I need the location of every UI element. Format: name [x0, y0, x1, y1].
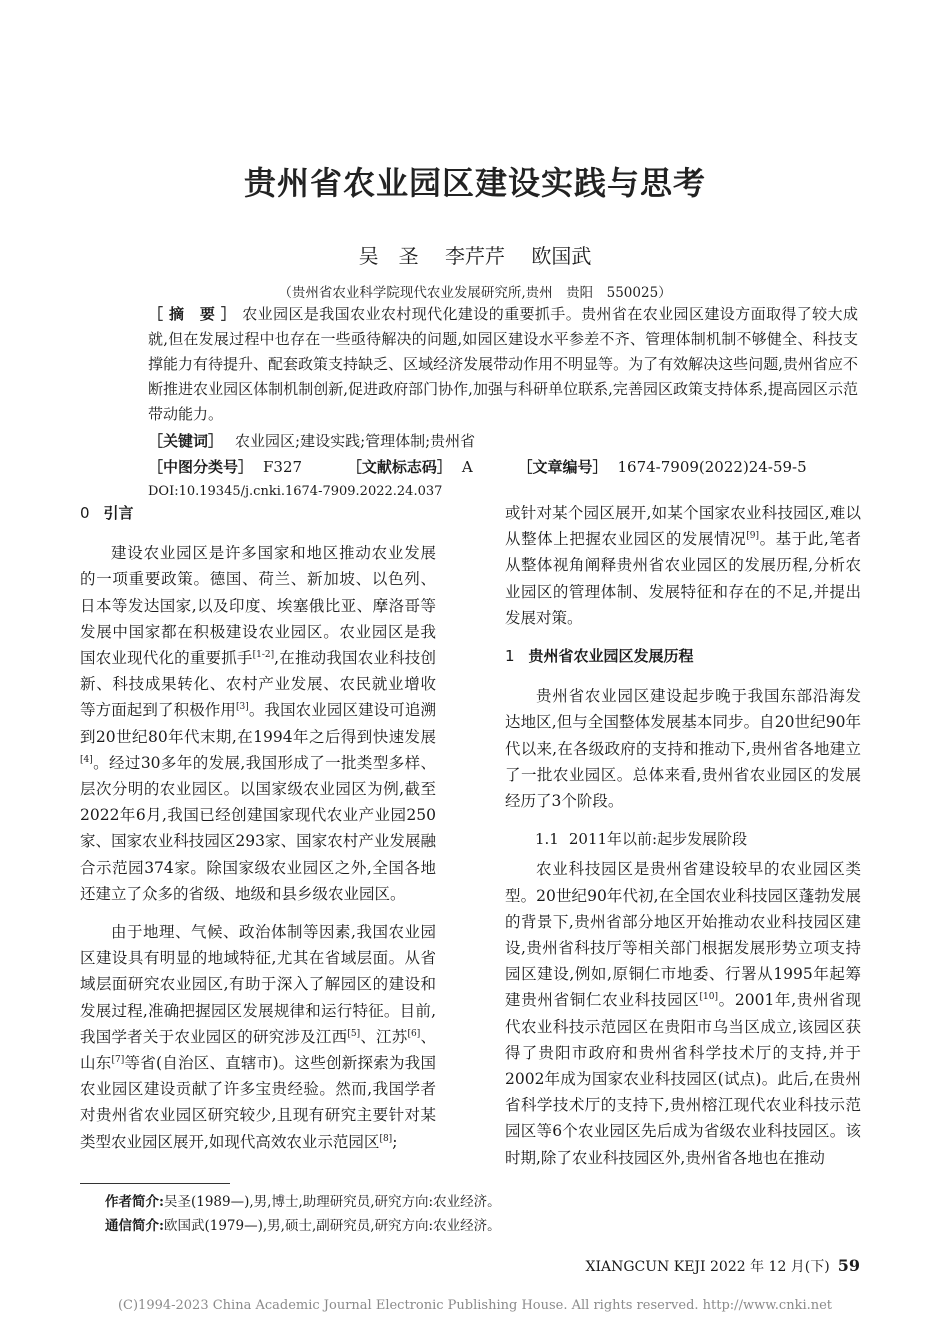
section-number: 1: [505, 647, 515, 666]
clc-label: ［中图分类号］: [148, 458, 254, 476]
article-number-value: 1674-7909(2022)24-59-5: [617, 458, 807, 476]
author-name: 吴 圣: [358, 244, 419, 268]
abstract-label: ［ 摘 要 ］: [148, 305, 237, 323]
paragraph: 农业科技园区是贵州省建设较早的农业园区类型。20世纪90年代初,在全国农业科技园区蓬勃发展的背景下,贵州省部分地区开始推动农业科技园区建设,贵州省科技厅等相关部门根据发展形势立项支持园区建设,例如,原铜仁市地委、行署从1995年起筹建贵州省铜仁农业科技园区[10]。2001年,贵州省现代农业科技示范园区在贵阳市乌当区成立,该园区获得了贵阳市政府和贵州省科学技术厅的支持,并于2002年成为国家农业科技园区(试点)。此后,在贵州省科学技术厅的支持下,贵州榕江现代农业科技示范园区等6个农业园区先后成为省级农业科技园区。该时期,除了农业科技园区外,贵州省各地也在推动: [505, 860, 861, 1167]
affiliation: （贵州省农业科学院现代农业发展研究所,贵州 贵阳 550025）: [278, 285, 672, 301]
subsection-number: 1.1: [535, 830, 559, 849]
clc-value: F327: [263, 458, 303, 476]
section-title: 引言: [103, 504, 134, 522]
doc-code-value: A: [461, 458, 473, 476]
paragraph: 由于地理、气候、政治体制等因素,我国农业园区建设具有明显的地域特征,尤其在省域层面。从省域层面研究农业园区,有助于深入了解园区的建设和发展过程,准确把握园区发展规律和运行特征。目前,我国学者关于农业园区的研究涉及江西[5]、江苏[6]、山东[7]等省(自治区、直辖市)。这些创新探索为我国农业园区建设贡献了许多宝贵经验。然而,我国学者对贵州省农业园区研究较少,且现有研究主要针对某类型农业园区展开,如现代高效农业示范园区[8];: [80, 923, 436, 1151]
citation-link[interactable]: [8]: [379, 1133, 393, 1144]
copyright-notice: (C)1994-2023 China Academic Journal Electronic Publishing House. All rights reserved. http://www.cnki.net: [117, 1298, 833, 1313]
right-column: [505, 500, 861, 1183]
footnote-author: 作者简介:吴圣(1989—),男,博士,助理研究员,研究方向:农业经济。: [105, 1194, 501, 1210]
doi-link[interactable]: DOI:10.19345/j.cnki.1674-7909.2022.24.037: [148, 484, 443, 499]
section-heading-history: [505, 643, 861, 669]
article-number-label: ［文章编号］: [517, 458, 608, 476]
abstract-text: 农业园区是我国农业农村现代化建设的重要抓手。贵州省在农业园区建设方面取得了较大成就,但在发展过程中也存在一些亟待解决的问题,如园区建设水平参差不齐、管理体制机制不够健全、科技支撑能力有待提升、配套政策支持缺乏、区域经济发展带动作用不明显等。为了有效解决这些问题,贵州省应不断推进农业园区体制机制创新,促进政府部门协作,加强与科研单位联系,完善园区政策支持体系,提高园区示范带动能力。: [148, 305, 858, 423]
author-name: 欧国武: [531, 244, 592, 268]
keywords-label: ［关键词］: [148, 432, 224, 450]
citation-link[interactable]: [9]: [746, 531, 759, 542]
subsection-heading: [505, 826, 861, 852]
keywords-text: 农业园区;建设实践;管理体制;贵州省: [235, 432, 476, 450]
journal-info: XIANGCUN KEJI 2022 年 12 月(下): [585, 1259, 830, 1275]
abstract: [148, 302, 858, 427]
citation-link[interactable]: [4]: [80, 754, 93, 765]
page-footer: [585, 1256, 860, 1276]
keywords: [148, 430, 475, 451]
subsection-title: 2011年以前:起步发展阶段: [568, 830, 748, 849]
citation-link[interactable]: [6]: [407, 1028, 421, 1039]
footnote-divider: [80, 1183, 230, 1184]
section-title: 贵州省农业园区发展历程: [528, 647, 694, 666]
paragraph: 或针对某个园区展开,如某个国家农业科技园区,难以从整体上把握农业园区的发展情况[9]。基于此,笔者从整体视角阐释贵州省农业园区的发展历程,分析农业园区的管理体制、发展特征和存在的不足,并提出发展对策。: [505, 504, 861, 627]
citation-link[interactable]: [1-2]: [252, 649, 275, 660]
paper-title: 贵州省农业园区建设实践与思考: [243, 164, 706, 202]
section-heading-intro: [80, 500, 436, 526]
footnote-correspondence: 通信简介:欧国武(1979—),男,硕士,副研究员,研究方向:农业经济。: [105, 1218, 501, 1234]
citation-link[interactable]: [3]: [236, 702, 249, 713]
footnotes: [105, 1190, 501, 1238]
citation-link[interactable]: [7]: [111, 1054, 125, 1065]
citation-link[interactable]: [10]: [699, 992, 718, 1003]
paragraph: 贵州省农业园区建设起步晚于我国东部沿海发达地区,但与全国整体发展基本同步。自20世纪90年代以来,在各级政府的支持和推动下,贵州省各地建立了一批农业园区。总体来看,贵州省农业园区的发展经历了3个阶段。: [505, 687, 861, 811]
section-number: 0: [80, 504, 90, 522]
left-column: [80, 500, 436, 1167]
author-list: [0, 240, 950, 269]
page-number: 59: [837, 1256, 860, 1275]
citation-link[interactable]: [5]: [347, 1028, 361, 1039]
classification-line: [148, 456, 868, 477]
paragraph: 建设农业园区是许多国家和地区推动农业发展的一项重要政策。德国、荷兰、新加坡、以色列、日本等发达国家,以及印度、埃塞俄比亚、摩洛哥等发展中国家都在积极建设农业园区。农业园区是我国农业现代化的重要抓手[1-2],在推动我国农业科技创新、科技成果转化、农村产业发展、农民就业增收等方面起到了积极作用[3]。我国农业园区建设可追溯到20世纪80年代末期,在1994年之后得到快速发展[4]。经过30多年的发展,我国形成了一批类型多样、层次分明的农业园区。以国家级农业园区为例,截至2022年6月,我国已经创建国家现代农业产业园250家、国家农业科技园区293家、国家农村产业发展融合示范园374家。除国家级农业园区之外,全国各地还建立了众多的省级、地级和县乡级农业园区。: [80, 544, 436, 903]
doc-code-label: ［文献标志码］: [346, 458, 452, 476]
author-name: 李芹芹: [445, 244, 505, 268]
